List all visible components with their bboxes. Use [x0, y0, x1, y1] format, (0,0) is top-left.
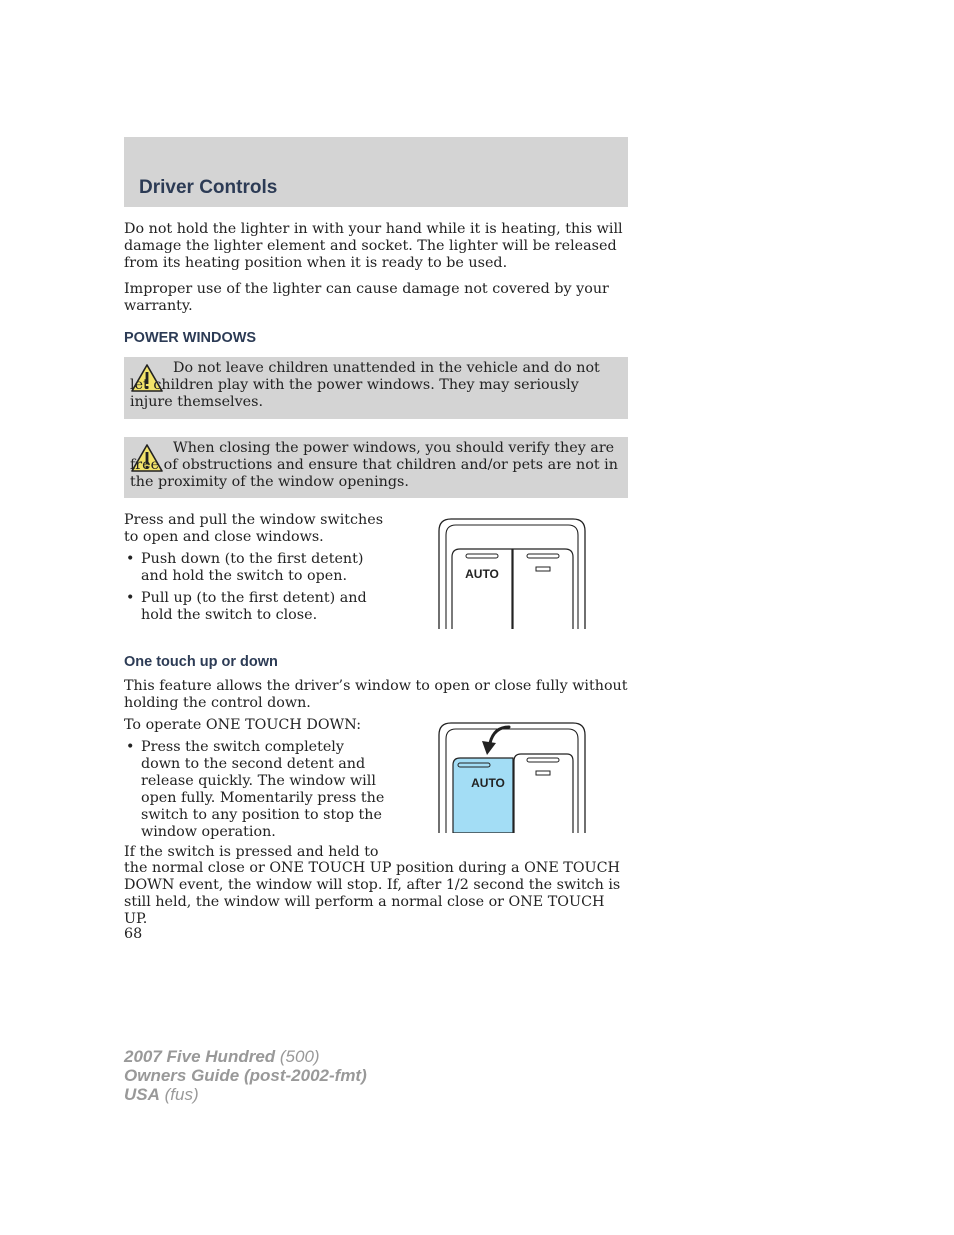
warranty-paragraph: Improper use of the lighter can cause damage not covered by your warranty. — [124, 281, 609, 314]
list-item: • Push down (to the first detent) and hold the switch to open. — [126, 551, 364, 584]
document-footer — [124, 1047, 367, 1104]
section-title: Driver Controls — [139, 177, 278, 198]
list-item-text: Pull up (to the first detent) and hold the switch to close. — [141, 590, 367, 623]
warning-box-obstructions — [124, 437, 628, 498]
list-item-text: Push down (to the first detent) and hold the switch to open. — [141, 551, 364, 584]
page-number: 68 — [124, 926, 143, 942]
held-switch-paragraph: the normal close or ONE TOUCH UP position during a ONE TOUCH DOWN event, the window will stop. If, after 1/2 second the switch is still held, the window will perform a normal close or ONE TOUCH UP. — [124, 860, 621, 927]
list-item: • Press the switch completely down to the second detent and release quickly. The window will open fully. Momentarily press the switch to any position to stop the window operation. — [126, 739, 385, 840]
held-switch-line1: If the switch is pressed and held to — [124, 844, 379, 860]
section-header — [124, 137, 628, 207]
footer-guide: Owners Guide (post-2002-fmt) — [124, 1066, 367, 1085]
power-windows-heading: POWER WINDOWS — [124, 330, 257, 346]
auto-label: AUTO — [465, 567, 499, 581]
window-switch-intro: Press and pull the window switches to open and close windows. — [124, 512, 384, 545]
one-touch-down-label: To operate ONE TOUCH DOWN: — [124, 717, 362, 733]
highlighted-switch — [453, 758, 513, 833]
footer-model-code: (500) — [275, 1047, 320, 1066]
footer-market-code: (fus) — [159, 1085, 199, 1104]
warning-text: When closing the power windows, you should verify they are free of obstructions and ensure that children and/or pets are not in the proximity of the window openings. — [130, 440, 618, 490]
list-item-text: Press the switch completely down to the second detent and release quickly. The window will open fully. Momentarily press the switch to any position to stop the window operation. — [141, 739, 385, 840]
footer-model: 2007 Five Hundred — [124, 1047, 276, 1066]
warning-text: Do not leave children unattended in the vehicle and do not let children play with the power windows. They may seriously injure themselves. — [130, 360, 600, 410]
auto-label: AUTO — [471, 776, 505, 790]
one-touch-paragraph: This feature allows the driver’s window to open or close fully without holding the control down. — [124, 678, 628, 711]
one-touch-switch-illustration — [436, 721, 588, 833]
list-item: • Pull up (to the first detent) and hold the switch to close. — [126, 590, 367, 623]
one-touch-heading: One touch up or down — [124, 654, 278, 670]
warning-box-children — [124, 357, 628, 419]
window-switch-illustration — [436, 517, 588, 629]
footer-market: USA — [124, 1085, 160, 1104]
lighter-paragraph: Do not hold the lighter in with your hand while it is heating, this will damage the lighter element and socket. The lighter will be released from its heating position when it is ready to be used. — [124, 221, 623, 271]
